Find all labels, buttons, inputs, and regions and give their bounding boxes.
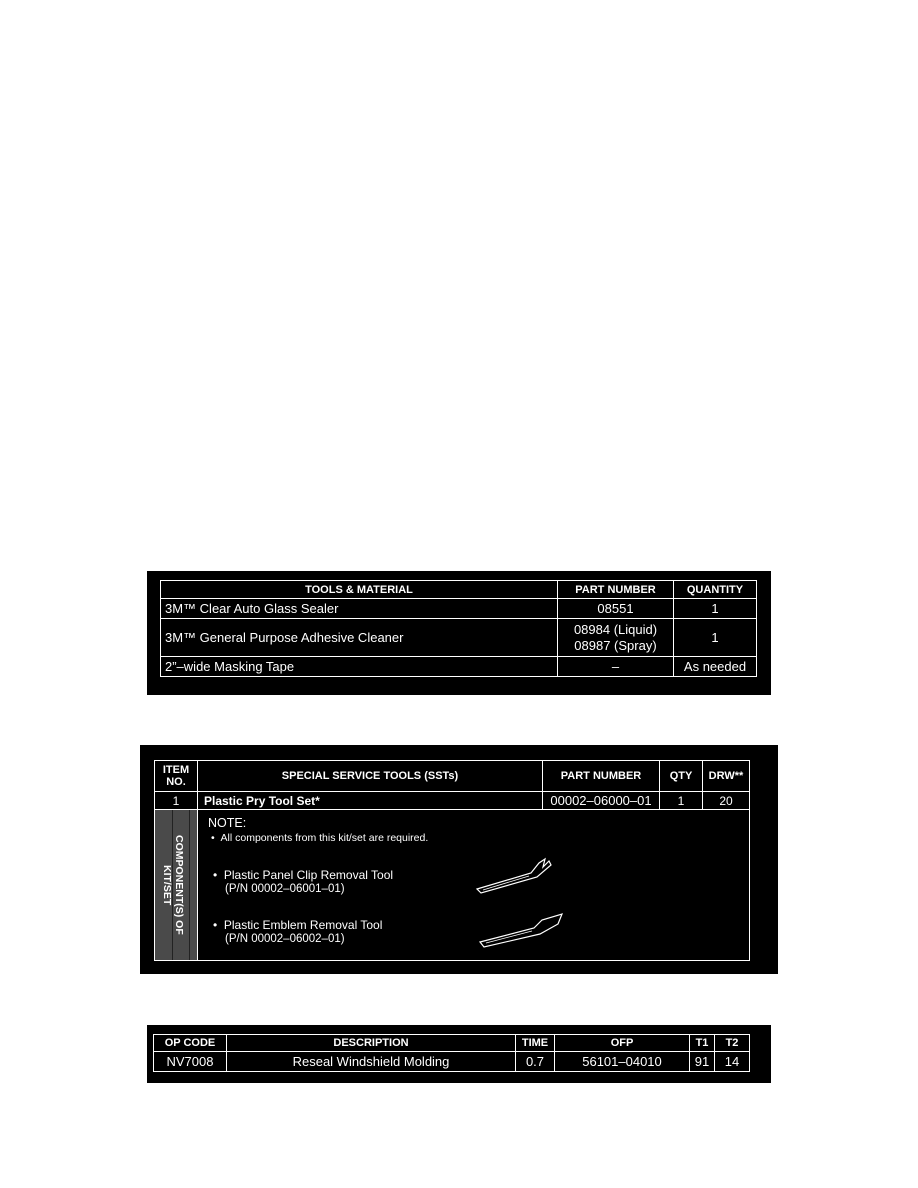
header-row <box>161 581 757 599</box>
header-sst: SPECIAL SERVICE TOOLS (SSTs) <box>198 761 543 792</box>
description: Reseal Windshield Molding <box>227 1052 516 1072</box>
header-part-number: PART NUMBER <box>543 761 660 792</box>
material-name: 2”–wide Masking Tape <box>161 657 558 677</box>
header-drw: DRW** <box>703 761 750 792</box>
note-title: NOTE: <box>208 816 247 830</box>
part-number: 00002–06000–01 <box>543 792 660 810</box>
opcode-panel <box>147 1025 771 1083</box>
material-name: 3M™ Clear Auto Glass Sealer <box>161 599 558 619</box>
material-name: 3M™ General Purpose Adhesive Cleaner <box>161 619 558 657</box>
table-row <box>161 657 757 677</box>
component-part-number: (P/N 00002–06001–01) <box>225 883 345 895</box>
part-number: – <box>558 657 674 677</box>
header-op-code: OP CODE <box>154 1035 227 1052</box>
emblem-removal-tool-image <box>478 910 568 950</box>
quantity: 1 <box>674 599 757 619</box>
part-number: 08551 <box>558 599 674 619</box>
opcode-table <box>153 1034 750 1072</box>
component-name: Plastic Panel Clip Removal Tool <box>223 868 394 882</box>
time: 0.7 <box>516 1052 555 1072</box>
table-row <box>154 1052 750 1072</box>
components-row <box>155 810 750 961</box>
t2: 14 <box>715 1052 750 1072</box>
component-item: • Plastic Panel Clip Removal Tool (P/N 00002–06001–01) <box>213 868 394 895</box>
header-item-no: ITEM NO. <box>155 761 198 792</box>
header-quantity: QUANTITY <box>674 581 757 599</box>
item-number: 1 <box>155 792 198 810</box>
component-part-number: (P/N 00002–06002–01) <box>225 933 345 945</box>
header-ofp: OFP <box>555 1035 690 1052</box>
qty: 1 <box>660 792 703 810</box>
op-code: NV7008 <box>154 1052 227 1072</box>
header-description: DESCRIPTION <box>227 1035 516 1052</box>
header-t1: T1 <box>690 1035 715 1052</box>
components-label: COMPONENT(S) OF KIT/SET <box>161 835 185 935</box>
part-number <box>558 619 674 657</box>
header-time: TIME <box>516 1035 555 1052</box>
table-row <box>161 619 757 657</box>
divider <box>189 810 190 960</box>
ofp: 56101–04010 <box>555 1052 690 1072</box>
header-t2: T2 <box>715 1035 750 1052</box>
tools-material-panel <box>147 571 771 695</box>
tools-material-table <box>160 580 757 677</box>
note-text: • All components from this kit/set are required. <box>211 832 429 844</box>
header-qty: QTY <box>660 761 703 792</box>
t1: 91 <box>690 1052 715 1072</box>
sst-panel <box>140 745 778 974</box>
part-number-liquid: 08984 (Liquid) <box>573 621 658 637</box>
quantity: As needed <box>674 657 757 677</box>
quantity: 1 <box>674 619 757 657</box>
drw: 20 <box>703 792 750 810</box>
header-tools-material: TOOLS & MATERIAL <box>161 581 558 599</box>
note-text-value: All components from this kit/set are required. <box>220 832 429 844</box>
header-part-number: PART NUMBER <box>558 581 674 599</box>
components-content <box>198 810 750 961</box>
header-row <box>154 1035 750 1052</box>
sst-table <box>154 760 750 961</box>
panel-clip-removal-tool-image <box>473 855 563 895</box>
component-item: • Plastic Emblem Removal Tool (P/N 00002–06002–01) <box>213 918 383 945</box>
part-number-spray: 08987 (Spray) <box>574 637 657 653</box>
component-name: Plastic Emblem Removal Tool <box>223 918 383 932</box>
table-row <box>161 599 757 619</box>
tool-set-name: Plastic Pry Tool Set* <box>198 792 543 810</box>
header-row <box>155 761 750 792</box>
table-row <box>155 792 750 810</box>
components-label-cell <box>155 810 198 961</box>
